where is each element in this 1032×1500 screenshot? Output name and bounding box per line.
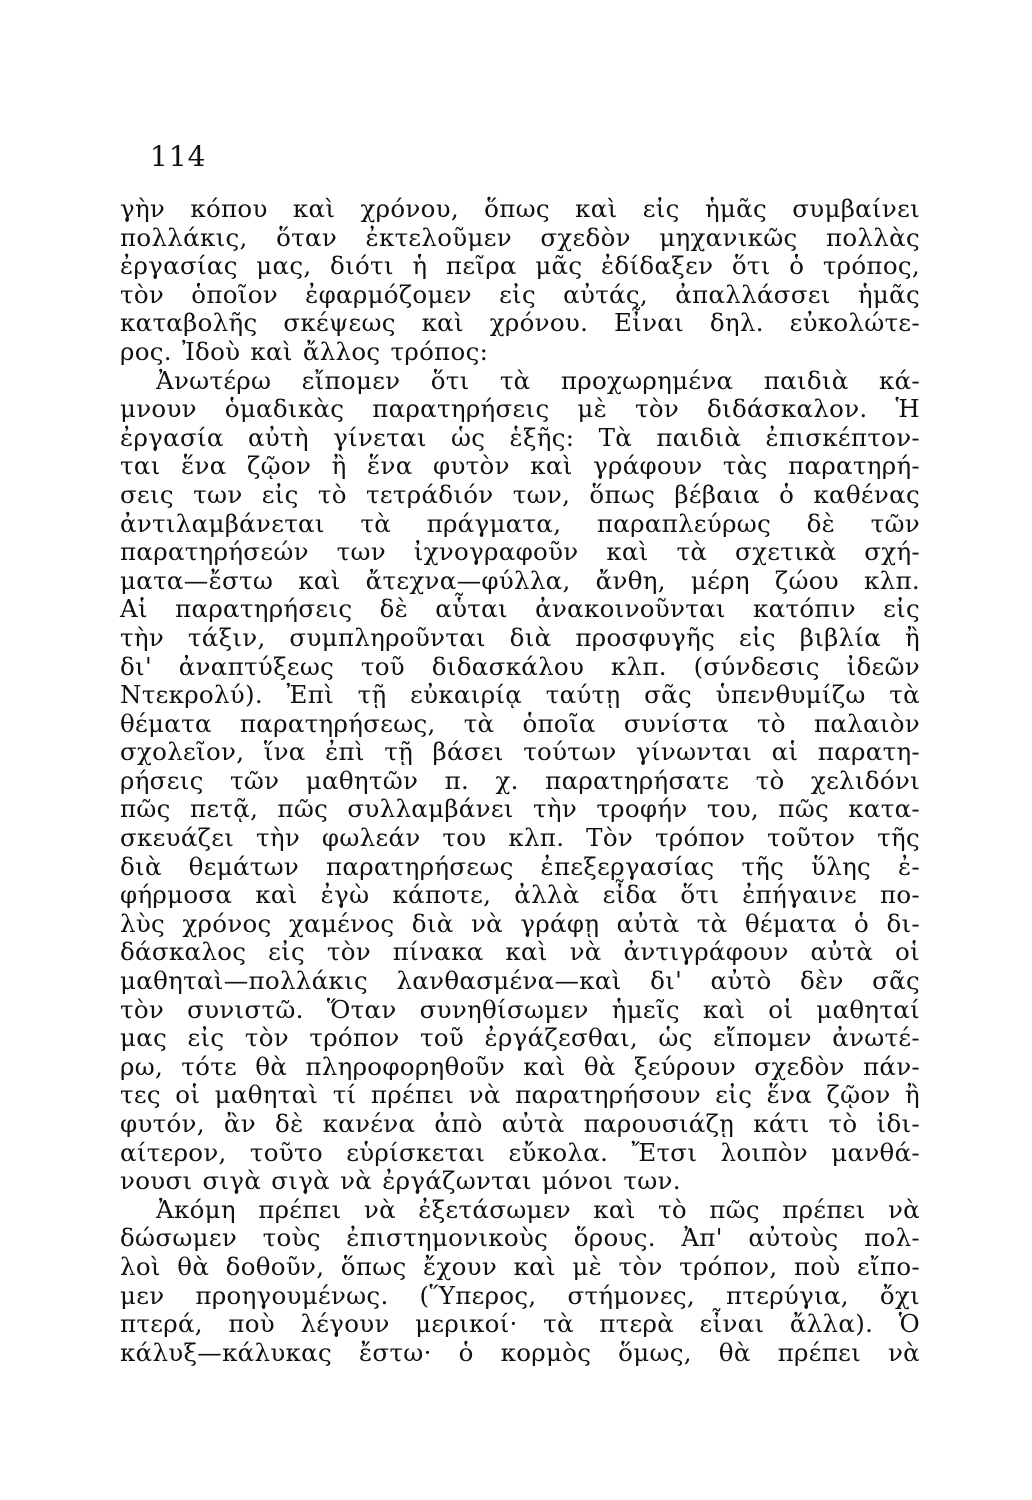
text-line: δώσωμεν τοὺς ἐπιστημονικοὺς ὅρους. Ἀπ' αὐτοὺς πολ- bbox=[120, 1223, 920, 1253]
text-line: φυτόν, ἂν δὲ κανένα ἀπὸ αὐτὰ παρουσιάζῃ κάτι τὸ ἰδι- bbox=[120, 1109, 920, 1138]
text-line: Ἀκόμη πρέπει νὰ ἐξετάσωμεν καὶ τὸ πῶς πρέπει νὰ bbox=[156, 1194, 920, 1224]
text-line: σεις των εἰς τὸ τετράδιόν των, ὅπως βέβαια ὁ καθένας bbox=[120, 479, 920, 509]
text-line: λοὶ θὰ δοθοῦν, ὅπως ἔχουν καὶ μὲ τὸν τρόπον, ποὺ εἴπο- bbox=[120, 1251, 920, 1281]
text-line: θέματα παρατηρήσεως, τὰ ὁποῖα συνίστα τὸ παλαιὸν bbox=[120, 708, 920, 738]
text-line: μας εἰς τὸν τρόπον τοῦ ἐργάζεσθαι, ὡς εἴπομεν ἀνωτέ- bbox=[120, 1023, 920, 1053]
text-line: φήρμοσα καὶ ἐγὼ κάποτε, ἀλλὰ εἶδα ὅτι ἐπήγαινε πο- bbox=[120, 880, 920, 910]
text-line: ἐργασίας μας, διότι ἡ πεῖρα μᾶς ἐδίδαξεν ὅτι ὁ τρόπος, bbox=[120, 251, 920, 281]
page-number: 114 bbox=[150, 140, 207, 173]
text-line: μαθηταὶ—πολλάκις λανθασμένα—καὶ δι' αὐτὸ δὲν σᾶς bbox=[120, 966, 920, 996]
text-line: πολλάκις, ὅταν ἐκτελοῦμεν σχεδὸν μηχανικῶς πολλὰς bbox=[120, 222, 920, 252]
text-line: Ντεκρολύ). Ἐπὶ τῇ εὐκαιρίᾳ ταύτῃ σᾶς ὑπενθυμίζω τὰ bbox=[120, 680, 920, 710]
text-line: παρατηρήσεών των ἰχνογραφοῦν καὶ τὰ σχετικὰ σχή- bbox=[120, 537, 920, 567]
text-line: ρήσεις τῶν μαθητῶν π. χ. παρατηρήσατε τὸ χελιδόνι bbox=[120, 765, 920, 795]
text-line: γὴν κόπου καὶ χρόνου, ὅπως καὶ εἰς ἡμᾶς συμβαίνει bbox=[120, 194, 920, 223]
text-line: δι' ἀναπτύξεως τοῦ διδασκάλου κλπ. (σύνδεσις ἰδεῶν bbox=[120, 651, 920, 681]
text-line: ρος. Ἰδοὺ καὶ ἄλλος τρόπος: bbox=[120, 336, 489, 366]
text-line: σκευάζει τὴν φωλεάν του κλπ. Τὸν τρόπον τοῦτον τῆς bbox=[120, 823, 920, 853]
text-line: σχολεῖον, ἵνα ἐπὶ τῇ βάσει τούτων γίνωνται αἱ παρατη- bbox=[120, 737, 920, 767]
text-line: λὺς χρόνος χαμένος διὰ νὰ γράφῃ αὐτὰ τὰ θέματα ὁ δι- bbox=[120, 908, 920, 938]
text-line: τὸν συνιστῶ. Ὅταν συνηθίσωμεν ἡμεῖς καὶ οἱ μαθηταί bbox=[120, 994, 920, 1024]
text-line: ρω, τότε θὰ πληροφορηθοῦν καὶ θὰ ξεύρουν σχεδὸν πάν- bbox=[120, 1051, 920, 1081]
text-line: Ἀνωτέρω εἴπομεν ὅτι τὰ προχωρημένα παιδιὰ κά- bbox=[156, 365, 920, 395]
body-text bbox=[120, 195, 920, 1367]
text-line: μεν προηγουμένως. (Ὕπερος, στήμονες, πτερύγια, ὄχι bbox=[120, 1280, 920, 1310]
text-line: νουσι σιγὰ σιγὰ νὰ ἐργάζωνται μόνοι των. bbox=[120, 1166, 681, 1196]
text-line: κάλυξ—κάλυκας ἔστω· ὁ κορμὸς ὅμως, θὰ πρέπει νὰ bbox=[120, 1337, 920, 1367]
text-line: τὸν ὁποῖον ἐφαρμόζομεν εἰς αὐτάς, ἀπαλλάσσει ἡμᾶς bbox=[120, 279, 920, 309]
text-line: πῶς πετᾷ, πῶς συλλαμβάνει τὴν τροφήν του, πῶς κατα- bbox=[120, 794, 920, 824]
text-line: διὰ θεμάτων παρατηρήσεως ἐπεξεργασίας τῆς ὕλης ἐ- bbox=[120, 851, 920, 881]
text-line: δάσκαλος εἰς τὸν πίνακα καὶ νὰ ἀντιγράφουν αὐτὰ οἱ bbox=[120, 937, 920, 967]
text-line: ἐργασία αὐτὴ γίνεται ὡς ἑξῆς: Τὰ παιδιὰ ἐπισκέπτον- bbox=[120, 422, 920, 452]
text-line: ἀντιλαμβάνεται τὰ πράγματα, παραπλεύρως δὲ τῶν bbox=[120, 508, 920, 538]
text-line: αίτερον, τοῦτο εὑρίσκεται εὔκολα. Ἔτσι λοιπὸν μανθά- bbox=[120, 1137, 920, 1167]
text-line: καταβολῆς σκέψεως καὶ χρόνου. Εἶναι δηλ. εὐκολώτε- bbox=[120, 308, 920, 338]
text-line: μνουν ὁμαδικὰς παρατηρήσεις μὲ τὸν διδάσκαλον. Ἡ bbox=[120, 394, 920, 424]
text-line: ται ἕνα ζῷον ἢ ἕνα φυτὸν καὶ γράφουν τὰς παρατηρή- bbox=[120, 451, 920, 481]
text-line: πτερά, ποὺ λέγουν μερικοί· τὰ πτερὰ εἶναι ἄλλα). Ὁ bbox=[120, 1309, 920, 1339]
text-line: ματα—ἔστω καὶ ἄτεχνα—φύλλα, ἄνθη, μέρη ζώου κλπ. bbox=[120, 565, 920, 595]
text-line: Αἱ παρατηρήσεις δὲ αὗται ἀνακοινοῦνται κατόπιν εἰς bbox=[120, 594, 920, 624]
text-line: τες οἱ μαθηταὶ τί πρέπει νὰ παρατηρήσουν εἰς ἕνα ζῷον ἢ bbox=[120, 1080, 920, 1110]
text-line: τὴν τάξιν, συμπληροῦνται διὰ προσφυγῆς εἰς βιβλία ἢ bbox=[120, 622, 920, 652]
